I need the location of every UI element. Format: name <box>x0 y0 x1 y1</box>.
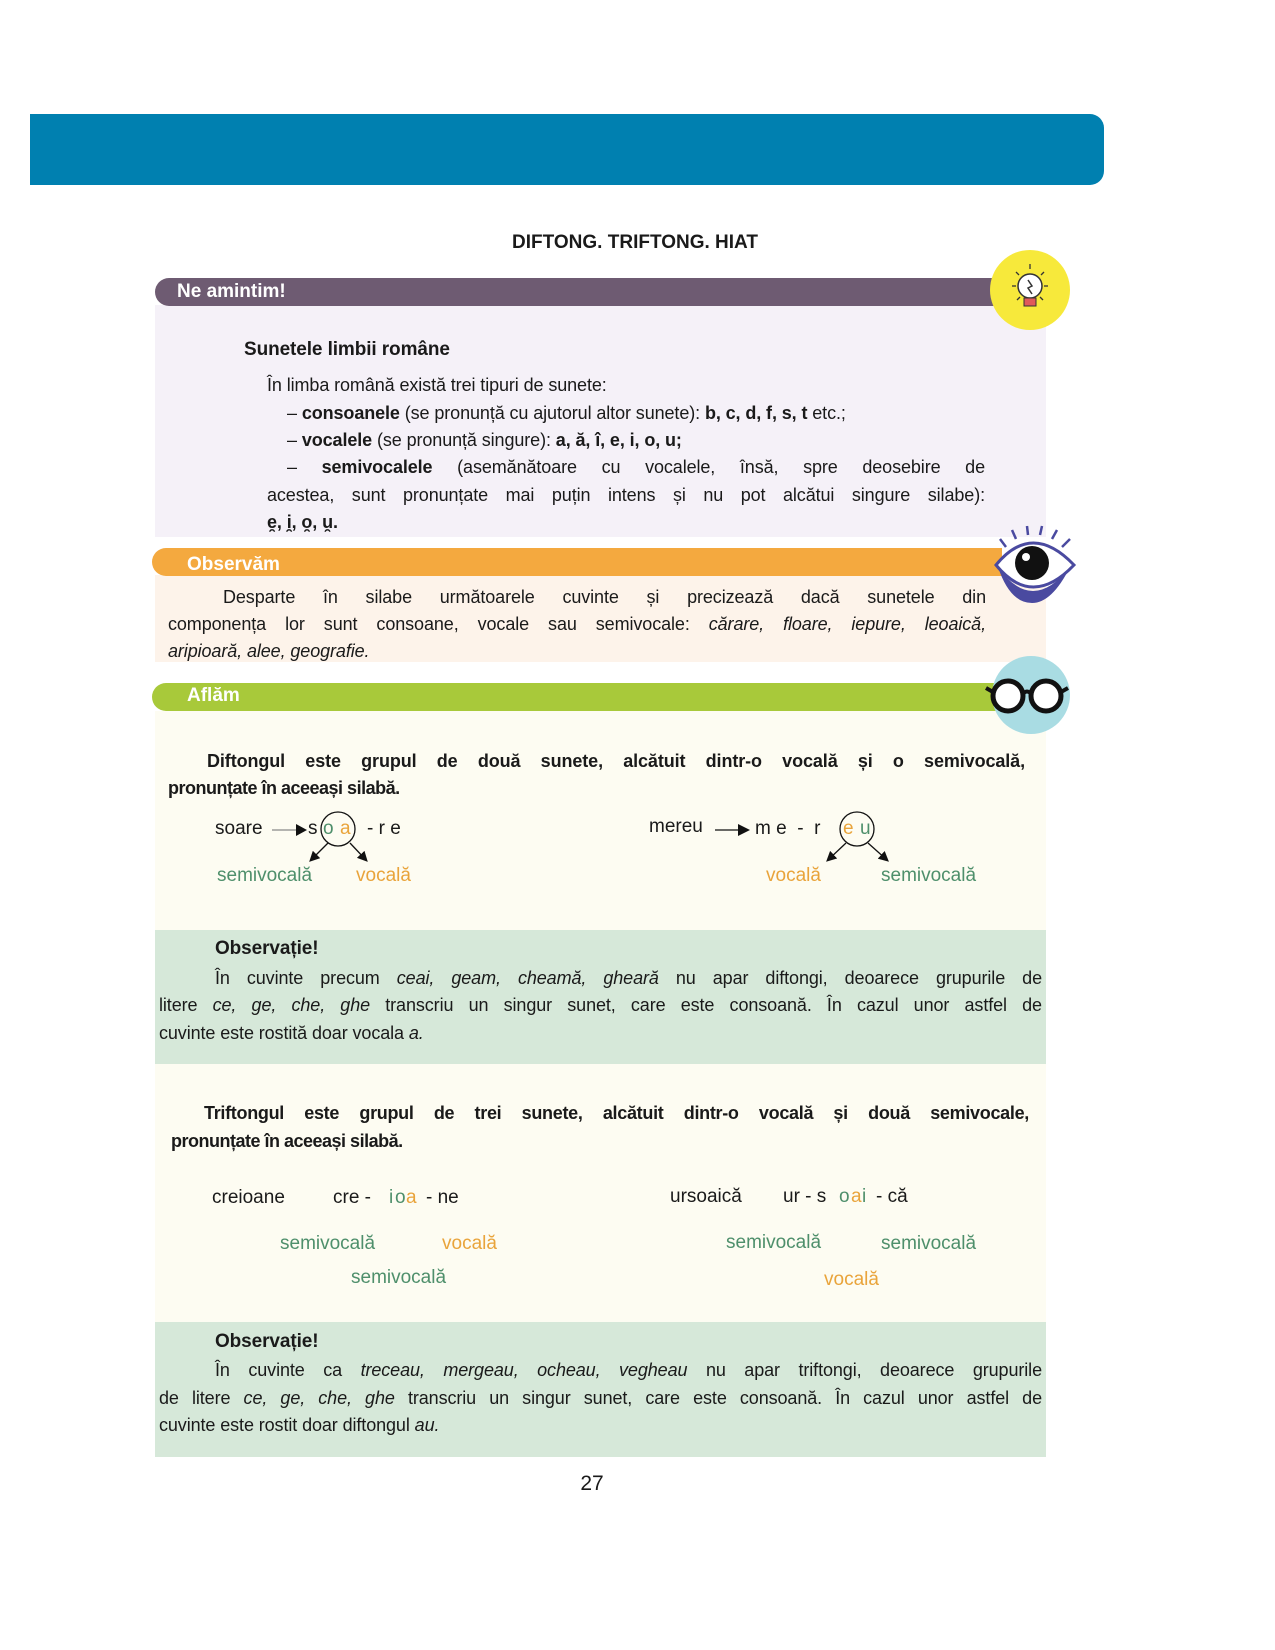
vowel-letter: a <box>406 1187 417 1208</box>
text-run: ce, ge, che, ghe <box>212 995 371 1015</box>
observation-line <box>159 1413 439 1437</box>
vowel-letter: e <box>843 818 854 839</box>
example-word: creioane <box>212 1187 285 1208</box>
page-number: 27 <box>580 1472 604 1495</box>
vowel-label: vocală <box>356 865 411 886</box>
remember-heading: Sunetele limbii române <box>244 339 450 360</box>
semivowel-label: semivocală <box>881 865 977 886</box>
text-run: – <box>287 430 302 450</box>
semivowel-letter: o <box>839 1186 850 1207</box>
text-run: a. <box>408 1023 424 1043</box>
observation-title: Observație! <box>215 938 319 959</box>
text-run: cuvinte este rostit doar diftongul <box>159 1415 415 1435</box>
observation-line <box>159 993 1042 1017</box>
syllable-prefix: ur - s <box>783 1186 827 1207</box>
text-run: aripioară, alee, geografie. <box>168 641 370 661</box>
vowel-letter: a <box>851 1186 862 1207</box>
semivowel-letter: o <box>323 818 334 839</box>
text-run: – <box>287 403 302 423</box>
syllable-prefix: cre - <box>333 1187 371 1208</box>
text-run: treceau, mergeau, ocheau, vegheau <box>360 1360 688 1380</box>
text-run: a, ă, î, e, i, o, u; <box>555 430 682 450</box>
text-run: pronunțate în aceeași silabă. <box>168 778 400 798</box>
text-run: etc.; <box>807 403 846 423</box>
syllable-suffix: - că <box>876 1186 908 1207</box>
semivowel-label: semivocală <box>217 865 313 886</box>
text-run: În cuvinte precum <box>215 968 397 988</box>
text-run: nu apar triftongi, deoarece grupurile <box>687 1360 1042 1380</box>
example-word: soare <box>215 818 263 839</box>
text-run: componența lor sunt consoane, vocale sau semivocale: <box>168 614 709 634</box>
text-run: semivocalele <box>321 457 433 477</box>
text-run: litere <box>159 995 213 1015</box>
learn-header: Aflăm <box>152 683 1002 711</box>
observation-line <box>159 1386 1042 1410</box>
observation-title: Observație! <box>215 1331 319 1352</box>
text-run: (se pronunță singure): <box>372 430 556 450</box>
text-run: nu apar diftongi, deoarece grupurile de <box>658 968 1042 988</box>
text-run: În cuvinte ca <box>215 1360 361 1380</box>
page-title: DIFTONG. TRIFTONG. HIAT <box>512 232 758 253</box>
text-run: transcriu un singur sunet, care este consoană. În cazul unor astfel de <box>394 1388 1042 1408</box>
semivowel-letter: o <box>395 1187 406 1208</box>
syllable-prefix: s <box>308 818 318 839</box>
text-run: pronunțate în aceeași silabă. <box>171 1131 403 1151</box>
vowel-label: vocală <box>442 1233 497 1254</box>
syllable-suffix: - ne <box>426 1187 459 1208</box>
text-run: Diftongul este grupul de două sunete, alcătuit dintr-o vocală și o semivocală, <box>207 751 1025 771</box>
vowel-label: vocală <box>766 865 821 886</box>
text-run: acestea, sunt pronunțate mai puțin intens și nu pot alcătui singure silabe): <box>267 485 985 505</box>
semivowel-letter: i <box>862 1186 867 1207</box>
text-run: Triftongul este grupul de trei sunete, alcătuit dintr-o vocală și două semivocale, <box>204 1103 1029 1123</box>
text-run: ce, ge, che, ghe <box>243 1388 395 1408</box>
text-run: consoanele <box>301 403 400 423</box>
text-run: (se pronunță cu ajutorul altor sunete): <box>399 403 705 423</box>
semivowel-label: semivocală <box>726 1232 822 1253</box>
text-run: transcriu un singur sunet, care este consoană. În cazul unor astfel de <box>370 995 1042 1015</box>
text-run: ceai, geam, cheamă, gheară <box>396 968 659 988</box>
syllable-suffix: - r e <box>367 818 401 839</box>
observation-line <box>159 1358 1042 1382</box>
text-run: cărare, floare, iepure, leoaică, <box>708 614 986 634</box>
vowel-label: vocală <box>824 1269 879 1290</box>
observation-line <box>159 966 1042 990</box>
text-run: e̯, i̯, o̯, u̯. <box>267 512 338 532</box>
triphthong-definition <box>171 1129 403 1153</box>
text-run: vocalele <box>301 430 373 450</box>
text-run: – <box>287 457 322 477</box>
example-word: mereu <box>649 816 703 837</box>
text-run: (asemănătoare cu vocalele, însă, spre deosebire de <box>432 457 986 477</box>
text-run: cuvinte este rostită doar vocala <box>159 1023 409 1043</box>
text-run: au. <box>414 1415 440 1435</box>
remember-header: Ne amintim! <box>155 278 1005 306</box>
observation-line <box>159 1021 424 1045</box>
semivowel-label: semivocală <box>351 1267 447 1288</box>
text-run: În limba română există trei tipuri de sunete: <box>267 375 607 395</box>
syllable-prefix: m e - r <box>755 818 821 839</box>
semivowel-label: semivocală <box>280 1233 376 1254</box>
triphthong-definition <box>171 1101 1029 1125</box>
observe-header: Observăm <box>152 548 1002 576</box>
text-run: de litere <box>159 1388 244 1408</box>
semivowel-label: semivocală <box>881 1233 977 1254</box>
semivowel-letter: i <box>389 1187 394 1208</box>
example-word: ursoaică <box>670 1186 742 1207</box>
text-run: Desparte în silabe următoarele cuvinte și precizează dacă sunetele din <box>223 587 986 607</box>
semivowel-letter: u <box>860 818 871 839</box>
text-run: b, c, d, f, s, t <box>704 403 808 423</box>
vowel-letter: a <box>340 818 351 839</box>
